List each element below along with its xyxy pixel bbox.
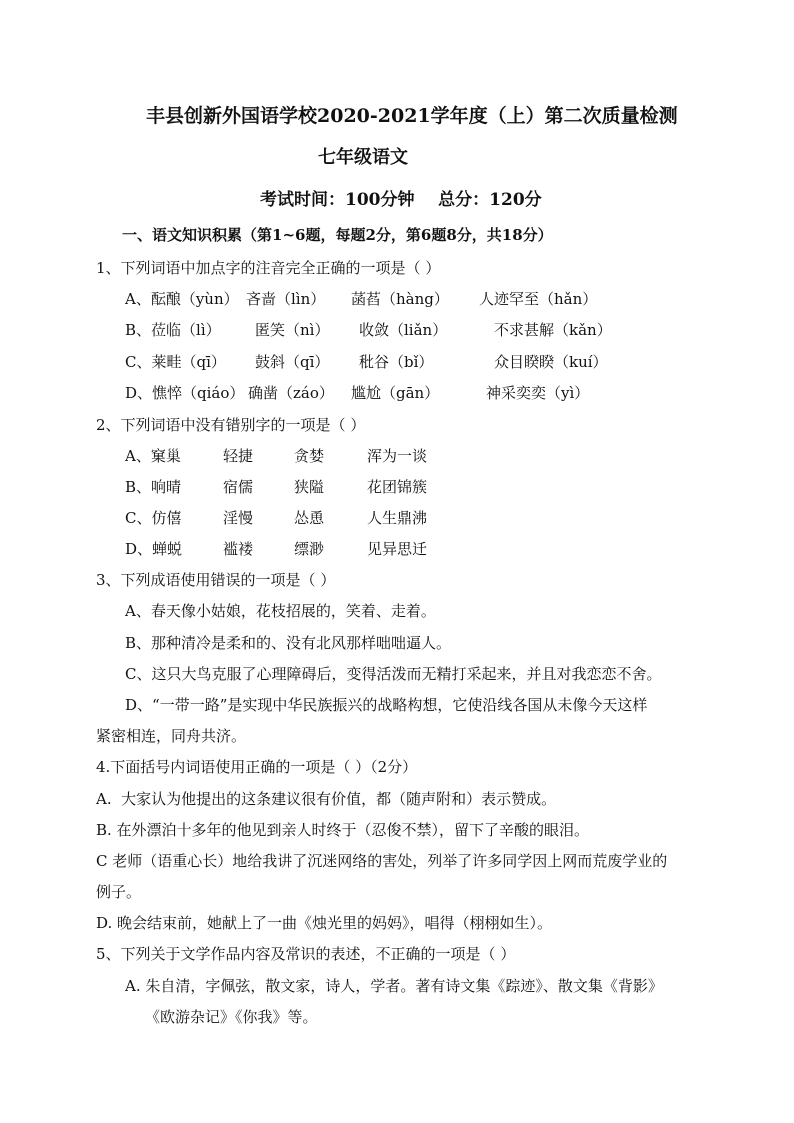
q2-c-1: C、仿僖: [125, 509, 182, 527]
q2-d-4: 见异思迁: [367, 540, 428, 558]
q1-d-1: D、憔悴（qiáo）: [125, 384, 245, 402]
q3-option-c: C、这只大鸟克服了心理障碍后，变得活泼而无精打采起来，并且对我恋恋不舍。: [125, 665, 662, 683]
q2-stem: 2、下列词语中没有错别字的一项是（ ）: [96, 416, 366, 434]
q3-option-d: D、“一带一路”是实现中华民族振兴的战略构想，它使沿线各国从未像今天这样: [125, 696, 648, 714]
q1-c-2: 鼓斜（qī）: [255, 353, 330, 371]
q3-option-b: B、那种清冷是柔和的、没有北风那样咄咄逼人。: [125, 634, 452, 652]
q1-c-1: C、莱畦（qī）: [125, 353, 226, 371]
q5-option-a-cont: 《欧游杂记》《你我》等。: [145, 1008, 318, 1026]
exam-subject: 七年级语文: [318, 147, 408, 168]
q4-option-d: D. 晚会结束前，她献上了一曲《烛光里的妈妈》，唱得（栩栩如生）。: [96, 914, 553, 932]
q1-b-2: 匿笑（nì）: [255, 321, 330, 339]
q1-c-3: 秕谷（bǐ）: [359, 353, 434, 371]
q2-c-3: 怂恿: [294, 509, 325, 527]
q2-b-1: B、响晴: [125, 478, 182, 496]
exam-title: 丰县创新外国语学校2020-2021学年度（上）第二次质量检测: [146, 105, 678, 127]
q4-option-a: A. 大家认为他提出的这条建议很有价值，都（随声附和）表示赞成。: [96, 790, 557, 808]
q1-b-1: B、莅临（lì）: [125, 321, 221, 339]
q3-stem: 3、下列成语使用错误的一项是（ ）: [96, 571, 336, 589]
q1-stem: 1、下列词语中加点字的注音完全正确的一项是（ ）: [96, 259, 441, 277]
q2-b-2: 宿儒: [223, 478, 254, 496]
q2-b-3: 狭隘: [294, 478, 325, 496]
q1-b-3: 收敛（liǎn）: [359, 321, 448, 339]
q2-a-4: 浑为一谈: [367, 447, 428, 465]
exam-info: 考试时间：100分钟 总分：120分: [260, 190, 542, 210]
q3-option-a: A、春天像小姑娘，花枝招展的，笑着、走着。: [125, 602, 436, 620]
q1-b-4: 不求甚解（kǎn）: [494, 321, 612, 339]
q4-option-c: C 老师（语重心长）地给我讲了沉迷网络的害处，列举了许多同学因上网而荒废学业的: [96, 852, 668, 870]
q2-b-4: 花团锦簇: [367, 478, 428, 496]
q1-d-3: 尴尬（gān）: [351, 384, 440, 402]
q1-c-4: 众目睽睽（kuí）: [494, 353, 608, 371]
q2-d-1: D、蝉蜕: [125, 540, 183, 558]
section-heading: 一、语文知识积累（第1~6题，每题2分，第6题8分，共18分）: [122, 226, 553, 244]
q4-stem: 4.下面括号内词语使用正确的一项是（ ）（2分）: [96, 758, 418, 776]
q1-a-4: 人迹罕至（hǎn）: [479, 290, 598, 308]
q2-d-3: 缥渺: [294, 540, 325, 558]
q1-a-1: A、酝酿（yùn）: [125, 290, 239, 308]
q2-a-1: A、窠巢: [125, 447, 181, 465]
q1-a-2: 吝啬（lìn）: [246, 290, 326, 308]
q5-option-a: A. 朱自清，字佩弦，散文家，诗人，学者。著有诗文集《踪迹》、散文集《背影》: [125, 977, 663, 995]
q4-option-c-cont: 例子。: [96, 883, 142, 901]
q2-c-2: 淫慢: [223, 509, 254, 527]
q1-d-4: 神采奕奕（yì）: [486, 384, 590, 402]
q1-a-3: 菡萏（hàng）: [351, 290, 449, 308]
q4-option-b: B. 在外漂泊十多年的他见到亲人时终于（忍俊不禁），留下了辛酸的眼泪。: [96, 821, 590, 839]
q3-option-d-cont: 紧密相连，同舟共济。: [96, 727, 247, 745]
q1-d-2: 确凿（záo）: [248, 384, 334, 402]
q2-a-2: 轻捷: [223, 447, 254, 465]
q2-c-4: 人生鼎沸: [367, 509, 428, 527]
q2-a-3: 贪婪: [294, 447, 325, 465]
q2-d-2: 褴褛: [223, 540, 254, 558]
q5-stem: 5、下列关于文学作品内容及常识的表述，不正确的一项是（ ）: [96, 945, 516, 963]
